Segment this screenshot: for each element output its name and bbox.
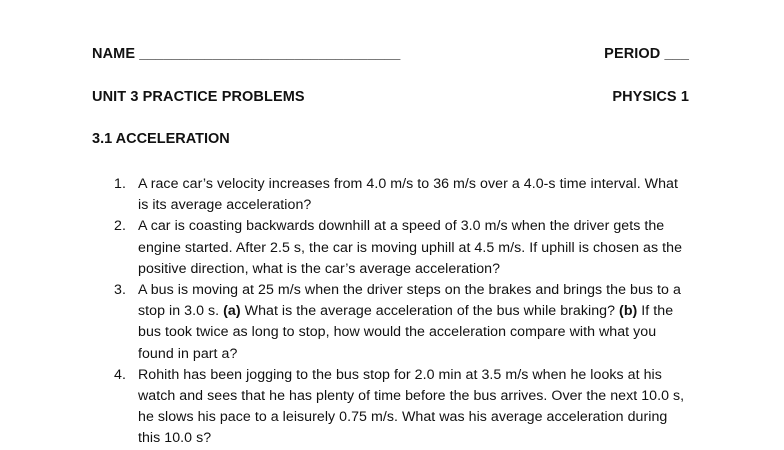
name-field-label: NAME ________________________________ (92, 46, 401, 62)
student-info-row (92, 46, 689, 62)
period-field-label: PERIOD ___ (604, 46, 689, 62)
problem-number: 4. (114, 366, 126, 383)
problem-number: 3. (114, 282, 126, 299)
problem-item (0, 216, 686, 280)
section-title: 3.1 ACCELERATION (92, 131, 230, 147)
problem-text: If the bus took twice as long to stop, how would the acceleration compare with what you found in part a? (138, 303, 674, 362)
unit-title: UNIT 3 PRACTICE PROBLEMS (92, 89, 305, 105)
part-b-label: (b) (619, 303, 638, 320)
problem-item (0, 280, 686, 365)
problem-text: What is the average acceleration of the bus while braking? (240, 303, 620, 320)
problem-number: 1. (114, 176, 126, 192)
problem-number: 2. (114, 218, 126, 235)
problem-text: Rohith has been jogging to the bus stop for 2.0 min at 3.5 m/s when he looks at his watch and sees that he has plenty of time before the bus arrives. Over the next 10.0 s, he slows his pace to a leisurely 0.75 m/s. What was his average acceleration during this 10.0 s? (138, 366, 685, 447)
unit-header-row (92, 89, 689, 105)
problem-item (0, 174, 686, 216)
problem-text: A car is coasting backwards downhill at a speed of 3.0 m/s when the driver gets the engine started. After 2.5 s, the car is moving uphill at 4.5 m/s. If uphill is chosen as the positive direction, what is the car’s average acceleration? (138, 218, 683, 277)
problem-text: A bus is moving at 25 m/s when the driver steps on the brakes and brings the bus to a stop in 3.0 s. (138, 282, 681, 320)
problem-list (0, 174, 784, 450)
problem-text: A race car’s velocity increases from 4.0 m/s to 36 m/s over a 4.0-s time interval. What is its average acceleration? (138, 176, 678, 214)
part-a-label: (a) (223, 303, 241, 320)
course-name: PHYSICS 1 (612, 89, 689, 105)
problem-item (0, 365, 686, 450)
